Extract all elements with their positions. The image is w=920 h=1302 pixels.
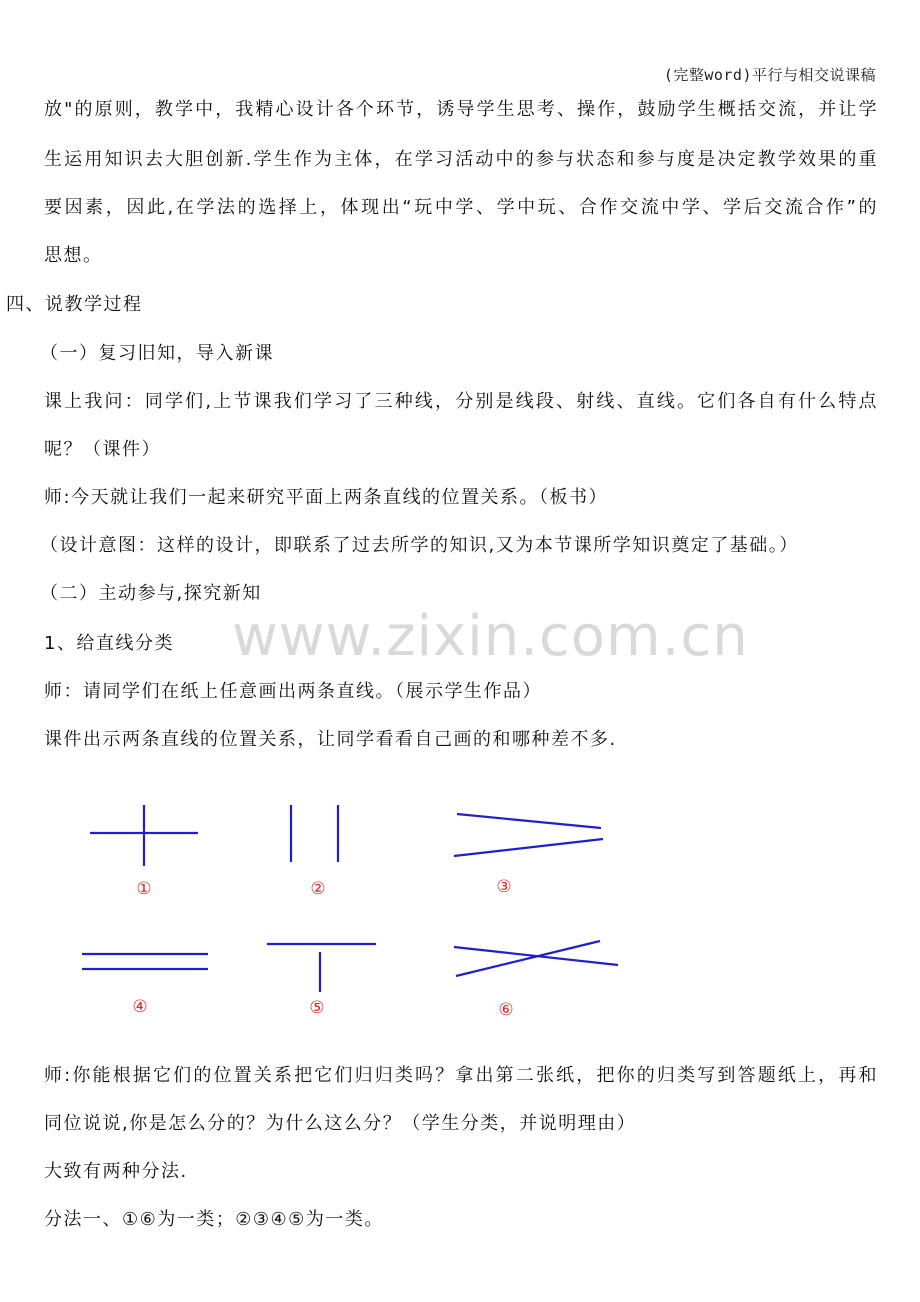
fig3-lower-line: [454, 839, 603, 856]
fig3-label: ③: [496, 877, 512, 897]
section-heading: 四、说教学过程: [6, 294, 143, 315]
fig1-label: ①: [136, 879, 152, 899]
page-header: (完整word)平行与相交说课稿: [663, 66, 876, 84]
subsection-heading: （一）复习旧知，导入新课: [40, 343, 274, 364]
paragraph-line: 放"的原则，教学中，我精心设计各个环节，诱导学生思考、操作，鼓励学生概括交流，并让学: [44, 99, 878, 120]
line-positions-figure: [0, 780, 920, 1040]
paragraph-line: （设计意图：这样的设计，即联系了过去所学的知识,又为本节课所学知识奠定了基础。）: [40, 535, 799, 556]
fig6-label: ⑥: [498, 1000, 514, 1020]
paragraph-line: 师：请同学们在纸上任意画出两条直线。（展示学生作品）: [44, 681, 542, 702]
paragraph-line: 师:你能根据它们的位置关系把它们归归类吗？拿出第二张纸，把你的归类写到答题纸上，再和: [44, 1065, 878, 1086]
fig2-label: ②: [310, 879, 326, 899]
paragraph-line: 生运用知识去大胆创新.学生作为主体，在学习活动中的参与状态和参与度是决定教学效果的重: [44, 149, 878, 170]
paragraph-line: 大致有两种分法.: [44, 1161, 188, 1182]
fig6-rising-line: [456, 941, 600, 976]
fig3-upper-line: [457, 814, 601, 828]
subsection-heading: （二）主动参与,探究新知: [40, 583, 262, 604]
paragraph-line: 分法一、①⑥为一类；②③④⑤为一类。: [44, 1209, 384, 1230]
list-item-heading: 1、给直线分类: [44, 633, 174, 654]
paragraph-line: 要因素，因此,在学法的选择上，体现出“玩中学、学中玩、合作交流中学、学后交流合作”的: [44, 197, 878, 218]
paragraph-line: 呢？（课件）: [44, 439, 161, 460]
paragraph-line: 同位说说,你是怎么分的？为什么这么分？（学生分类，并说明理由）: [44, 1113, 637, 1134]
paragraph-line: 师:今天就让我们一起来研究平面上两条直线的位置关系。（板书）: [44, 487, 609, 508]
watermark: www.zixin.com.cn: [232, 604, 749, 669]
paragraph-line: 课件出示两条直线的位置关系，让同学看看自己画的和哪种差不多.: [44, 729, 617, 750]
paragraph-line: 思想。: [44, 245, 103, 266]
fig4-label: ④: [132, 997, 148, 1017]
paragraph-line: 课上我问：同学们,上节课我们学习了三种线，分别是线段、射线、直线。它们各自有什么特点: [44, 391, 878, 412]
fig5-label: ⑤: [309, 998, 325, 1018]
fig6-falling-line: [454, 947, 618, 965]
